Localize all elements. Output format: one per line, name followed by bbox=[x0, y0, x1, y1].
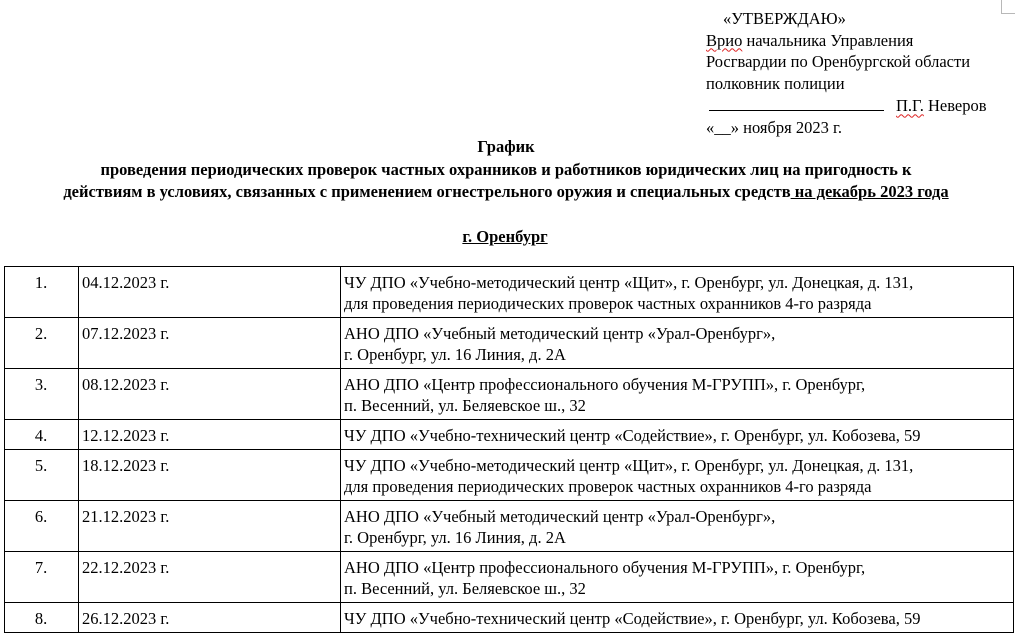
approval-position-word-acting: Врио bbox=[706, 30, 743, 50]
document-subtitle-text: действиям в условиях, связанных с применением огнестрельного оружия и специальных средств bbox=[63, 182, 791, 201]
row-number: 6. bbox=[5, 501, 79, 552]
org-line-1: ЧУ ДПО «Учебно-технический центр «Содействие», г. Оренбург, ул. Кобозева, 59 bbox=[344, 426, 921, 445]
approval-date: «__» ноября 2023 г. bbox=[706, 117, 842, 137]
document-heading bbox=[0, 136, 1012, 204]
org-line-1: ЧУ ДПО «Учебно-технический центр «Содействие», г. Оренбург, ул. Кобозева, 59 bbox=[344, 609, 921, 628]
table-row bbox=[5, 603, 1014, 633]
row-number: 5. bbox=[5, 450, 79, 501]
signer-surname: Неверов bbox=[923, 96, 987, 116]
row-number: 2. bbox=[5, 318, 79, 369]
table-row bbox=[5, 552, 1014, 603]
row-date: 18.12.2023 г. bbox=[79, 450, 341, 501]
table-row bbox=[5, 318, 1014, 369]
row-organization bbox=[341, 552, 1014, 603]
approval-position-line2: Росгвардии по Оренбургской области bbox=[706, 52, 971, 72]
table-row bbox=[5, 267, 1014, 318]
org-line-1: ЧУ ДПО «Учебно-методический центр «Щит», г. Оренбург, ул. Донецкая, д. 131, bbox=[344, 456, 914, 475]
org-line-1: ЧУ ДПО «Учебно-методический центр «Щит», г. Оренбург, ул. Донецкая, д. 131, bbox=[344, 273, 914, 292]
row-organization bbox=[341, 420, 1014, 450]
city-heading: г. Оренбург bbox=[462, 227, 548, 246]
org-line-2: г. Оренбург, ул. 16 Линия, д. 2А bbox=[344, 528, 566, 547]
row-date: 12.12.2023 г. bbox=[79, 420, 341, 450]
row-organization bbox=[341, 318, 1014, 369]
row-date: 26.12.2023 г. bbox=[79, 603, 341, 633]
schedule-table bbox=[4, 266, 1014, 633]
org-line-1: АНО ДПО «Центр профессионального обучения М-ГРУПП», г. Оренбург, bbox=[344, 375, 866, 394]
approval-title: «УТВЕРЖДАЮ» bbox=[723, 9, 846, 28]
table-row bbox=[5, 369, 1014, 420]
row-organization bbox=[341, 267, 1014, 318]
row-organization bbox=[341, 603, 1014, 633]
row-date: 04.12.2023 г. bbox=[79, 267, 341, 318]
row-organization bbox=[341, 450, 1014, 501]
row-number: 3. bbox=[5, 369, 79, 420]
row-date: 22.12.2023 г. bbox=[79, 552, 341, 603]
org-line-2: для проведения периодических проверок частных охранников 4-го разряда bbox=[344, 294, 872, 313]
org-line-1: АНО ДПО «Центр профессионального обучения М-ГРУПП», г. Оренбург, bbox=[344, 558, 866, 577]
org-line-2: для проведения периодических проверок частных охранников 4-го разряда bbox=[344, 477, 872, 496]
approval-position-line1 bbox=[706, 30, 987, 52]
approval-position-rest: начальника Управления bbox=[742, 30, 914, 50]
approval-signature-line bbox=[706, 94, 987, 117]
document-subtitle-line2 bbox=[0, 181, 1012, 204]
org-line-2: п. Весенний, ул. Беляевское ш., 32 bbox=[344, 396, 586, 415]
row-date: 21.12.2023 г. bbox=[79, 501, 341, 552]
row-number: 4. bbox=[5, 420, 79, 450]
table-row bbox=[5, 420, 1014, 450]
document-period: на декабрь 2023 года bbox=[790, 182, 949, 201]
row-number: 7. bbox=[5, 552, 79, 603]
table-row bbox=[5, 501, 1014, 552]
document-subtitle-line1: проведения периодических проверок частных охранников и работников юридических лиц на пригодность к bbox=[100, 159, 912, 179]
approval-position-line3: полковник полиции bbox=[706, 73, 845, 93]
row-organization bbox=[341, 369, 1014, 420]
page-corner-mark bbox=[1001, 0, 1015, 14]
row-date: 08.12.2023 г. bbox=[79, 369, 341, 420]
signature-blank bbox=[709, 94, 884, 111]
signer-initials: П.Г. bbox=[896, 96, 924, 116]
approval-block bbox=[706, 8, 987, 139]
row-organization bbox=[341, 501, 1014, 552]
org-line-2: г. Оренбург, ул. 16 Линия, д. 2А bbox=[344, 345, 566, 364]
org-line-1: АНО ДПО «Учебный методический центр «Урал-Оренбург», bbox=[344, 507, 776, 526]
document-title: График bbox=[477, 137, 535, 156]
org-line-1: АНО ДПО «Учебный методический центр «Урал-Оренбург», bbox=[344, 324, 776, 343]
org-line-2: п. Весенний, ул. Беляевское ш., 32 bbox=[344, 579, 586, 598]
row-number: 8. bbox=[5, 603, 79, 633]
row-number: 1. bbox=[5, 267, 79, 318]
row-date: 07.12.2023 г. bbox=[79, 318, 341, 369]
table-row bbox=[5, 450, 1014, 501]
